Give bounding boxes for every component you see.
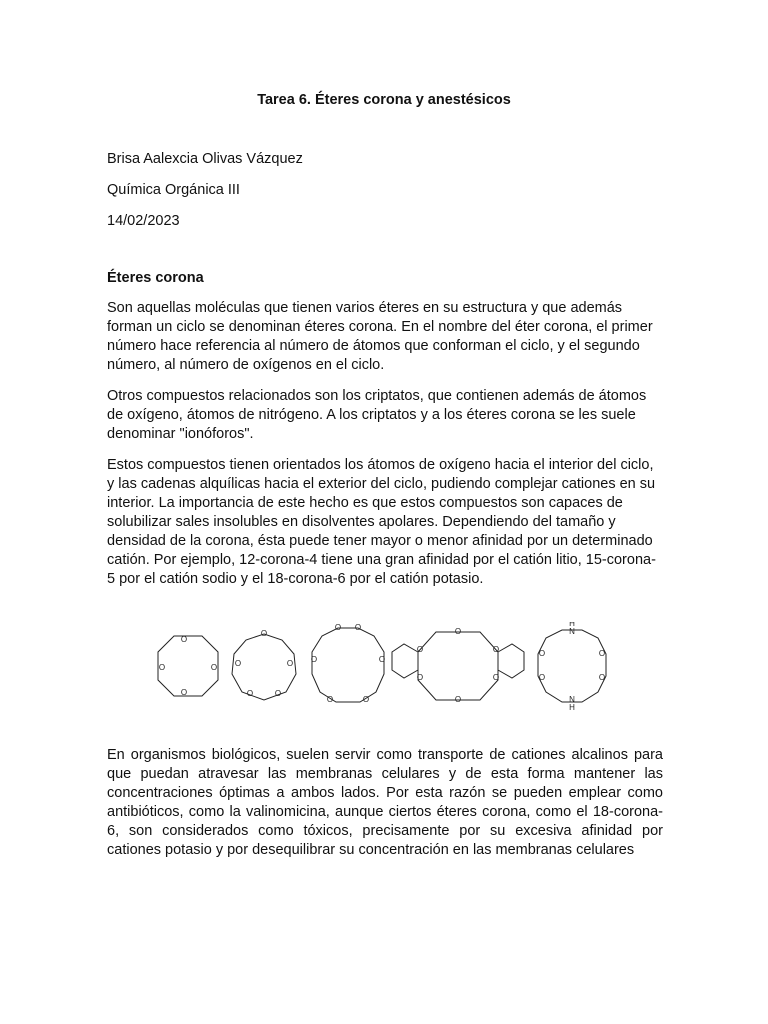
oxygen-label: O: [454, 695, 462, 704]
paragraph-4: En organismos biológicos, suelen servir como transporte de cationes alcalinos para que puedan atravesar las membranas celulares y de esta forma mantener las concentraciones óptimas a ambos lados. Por esta razón se pueden emplear como antibióticos, como la valinomicina, aunque ciertos éteres corona, como el 18-corona-6, son considerados como tóxicos, precisamente por su excesiva afinidad por cationes potasio y por desequilibrar su concentración en las membranas celulares: [107, 747, 663, 858]
oxygen-label: O: [454, 627, 462, 636]
oxygen-label: O: [158, 663, 166, 672]
paragraph-2: Otros compuestos relacionados son los criptatos, que contienen además de átomos de oxígeno, átomos de nitrógeno. A los criptatos y a los éteres corona se les suele denominar "ionóforos".: [107, 388, 647, 442]
oxygen-label: O: [210, 663, 218, 672]
nitrogen-label: N: [569, 627, 575, 636]
oxygen-label: O: [234, 659, 242, 668]
oxygen-label: O: [598, 673, 606, 682]
paragraph-1: Son aquellas moléculas que tienen varios éteres en su estructura y que además forman un ciclo se denominan éteres corona. En el nombre del éter corona, el primer número hace referencia al número de átomos que conforman el ciclo, y el segundo número, al número de oxígenos en el ciclo.: [107, 300, 653, 373]
section-heading: Éteres corona: [107, 270, 204, 286]
oxygen-label: O: [362, 695, 370, 704]
crown-ether-structures-figure: [150, 622, 630, 710]
oxygen-label: O: [310, 655, 318, 664]
oxygen-label: O: [538, 649, 546, 658]
paragraph-3: Estos compuestos tienen orientados los átomos de oxígeno hacia el interior del ciclo, y las cadenas alquílicas hacia el exterior del ciclo, pudiendo complejar cationes en su interior. La importancia de este hecho es que estos compuestos son capaces de solubilizar sales insolubles en disolventes apolares. Dependiendo del tamaño y densidad de la corona, ésta puede tener mayor o menor afinidad por un determinado catión. Por ejemplo, 12-corona-4 tiene una gran afinidad por el catión litio, 15-corona-5 por el catión sodio y el 18-corona-6 por el catión potasio.: [107, 457, 656, 587]
oxygen-label: O: [180, 635, 188, 644]
oxygen-label: O: [334, 623, 342, 632]
oxygen-label: O: [260, 629, 268, 638]
course-name: Química Orgánica III: [107, 182, 240, 198]
oxygen-label: O: [598, 649, 606, 658]
document-title: Tarea 6. Éteres corona y anestésicos: [257, 92, 511, 108]
oxygen-label: O: [538, 673, 546, 682]
dibenzo-crown-ether-structure: [392, 632, 524, 700]
oxygen-label: O: [378, 655, 386, 664]
oxygen-label: O: [492, 673, 500, 682]
nitrogen-label: N: [569, 695, 575, 704]
oxygen-label: O: [286, 659, 294, 668]
document-date: 14/02/2023: [107, 213, 180, 229]
diaza-crown-ether-structure: [538, 630, 606, 702]
oxygen-label: O: [416, 645, 424, 654]
oxygen-label: O: [354, 623, 362, 632]
crown-ether-12-4-structure: [158, 636, 218, 696]
crown-ether-18-6-structure: [312, 628, 384, 702]
oxygen-label: O: [416, 673, 424, 682]
oxygen-label: O: [492, 645, 500, 654]
hydrogen-label: H: [569, 703, 575, 710]
hydrogen-label: H: [569, 622, 575, 628]
oxygen-label: O: [180, 688, 188, 697]
oxygen-label: O: [326, 695, 334, 704]
oxygen-label: O: [274, 689, 282, 698]
oxygen-label: O: [246, 689, 254, 698]
author-name: Brisa Aalexcia Olivas Vázquez: [107, 151, 303, 167]
